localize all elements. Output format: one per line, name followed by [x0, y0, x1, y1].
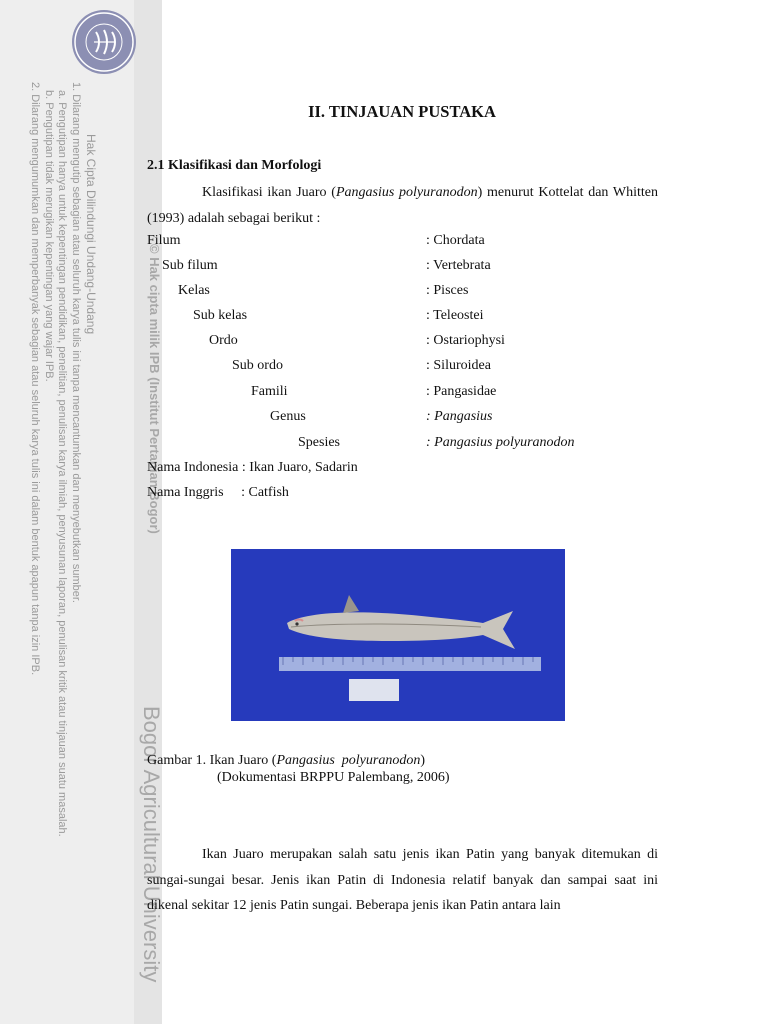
specimen-label-icon — [349, 679, 399, 701]
intro-paragraph — [147, 180, 658, 231]
copyright-law-title: Hak Cipta Dilindungi Undang-Undang — [84, 134, 98, 335]
taxonomy-rank-subkelas: Sub kelas — [193, 308, 248, 323]
taxonomy-value-genus: : Pangasius — [426, 409, 493, 424]
figure-credit: (Dokumentasi BRPPU Palembang, 2006) — [217, 770, 450, 785]
intro-species: Pangasius polyuranodon — [335, 185, 478, 200]
taxonomy-rank-kelas: Kelas — [178, 283, 210, 298]
taxonomy-value-spesies: : Pangasius polyuranodon — [426, 435, 575, 450]
caption-text-before: Gambar 1. Ikan Juaro ( — [147, 753, 277, 768]
figure-caption — [147, 753, 425, 769]
copyright-notice: © Hak cipta milik IPB (Institut Pertanian Bogor) — [147, 244, 162, 534]
copyright-rule-1b: b. Pengutipan tidak merugikan kepentingan yang wajar IPB. — [43, 90, 55, 382]
chapter-title: II. TINJAUAN PUSTAKA — [308, 102, 496, 121]
intro-text-before: Klasifikasi ikan Juaro ( — [202, 185, 336, 200]
taxonomy-value-kelas: : Pisces — [426, 283, 469, 298]
taxonomy-rank-ordo: Ordo — [209, 333, 238, 348]
ruler-icon — [279, 657, 541, 671]
taxonomy-rank-filum: Filum — [147, 233, 181, 248]
taxonomy-rank-subfilum: Sub filum — [162, 258, 218, 273]
taxonomy-value-subkelas: : Teleostei — [426, 308, 484, 323]
copyright-rule-1a: a. Pengutipan hanya untuk kepentingan pendidikan, penelitian, penulisan karya ilmiah, penyusunan laporan, penulisan kritik atau tinjauan suatu masalah. — [56, 90, 68, 837]
taxonomy-value-filum: : Chordata — [426, 233, 485, 248]
section-heading — [147, 158, 321, 174]
indonesian-name: Nama Indonesia : Ikan Juaro, Sadarin — [147, 460, 358, 475]
taxonomy-rank-subordo: Sub ordo — [232, 358, 283, 373]
intro-text-after: ) menurut Kottelat dan Whitten (1993) adalah sebagai berikut : — [147, 185, 658, 226]
taxonomy-value-ordo: : Ostariophysi — [426, 333, 505, 348]
taxonomy-value-famili: : Pangasidae — [426, 384, 497, 399]
fish-photo — [231, 549, 565, 721]
body-paragraph: Ikan Juaro merupakan salah satu jenis ikan Patin yang banyak ditemukan di sungai-sungai besar. Jenis ikan Patin di Indonesia relatif banyak dan sampai saat ini dikenal sekitar 12 jenis Patin sungai. Beberapa jenis ikan Patin antara lain — [147, 847, 658, 913]
caption-text-after: ) — [420, 753, 426, 768]
section-title: Klasifikasi dan Morfologi — [168, 158, 322, 173]
taxonomy-value-subordo: : Siluroidea — [426, 358, 491, 373]
university-watermark: Bogor Agricultural University — [139, 706, 164, 983]
taxonomy-rank-spesies: Spesies — [298, 435, 340, 450]
section-number: 2.1 — [147, 158, 165, 173]
copyright-rule-1: 1. Dilarang mengutip sebagian atau seluruh karya tulis ini tanpa mencantumkan dan menyebutkan sumber. — [70, 82, 82, 603]
taxonomy-rank-genus: Genus — [270, 409, 306, 424]
english-name: Nama Inggris : Catfish — [147, 485, 289, 500]
caption-species: Pangasius polyuranodon — [276, 753, 421, 768]
taxonomy-value-subfilum: : Vertebrata — [426, 258, 491, 273]
taxonomy-rank-famili: Famili — [251, 384, 288, 399]
copyright-rule-2: 2. Dilarang mengumumkan dan memperbanyak sebagian atau seluruh karya tulis ini dalam bentuk apapun tanpa izin IPB. — [29, 82, 41, 676]
